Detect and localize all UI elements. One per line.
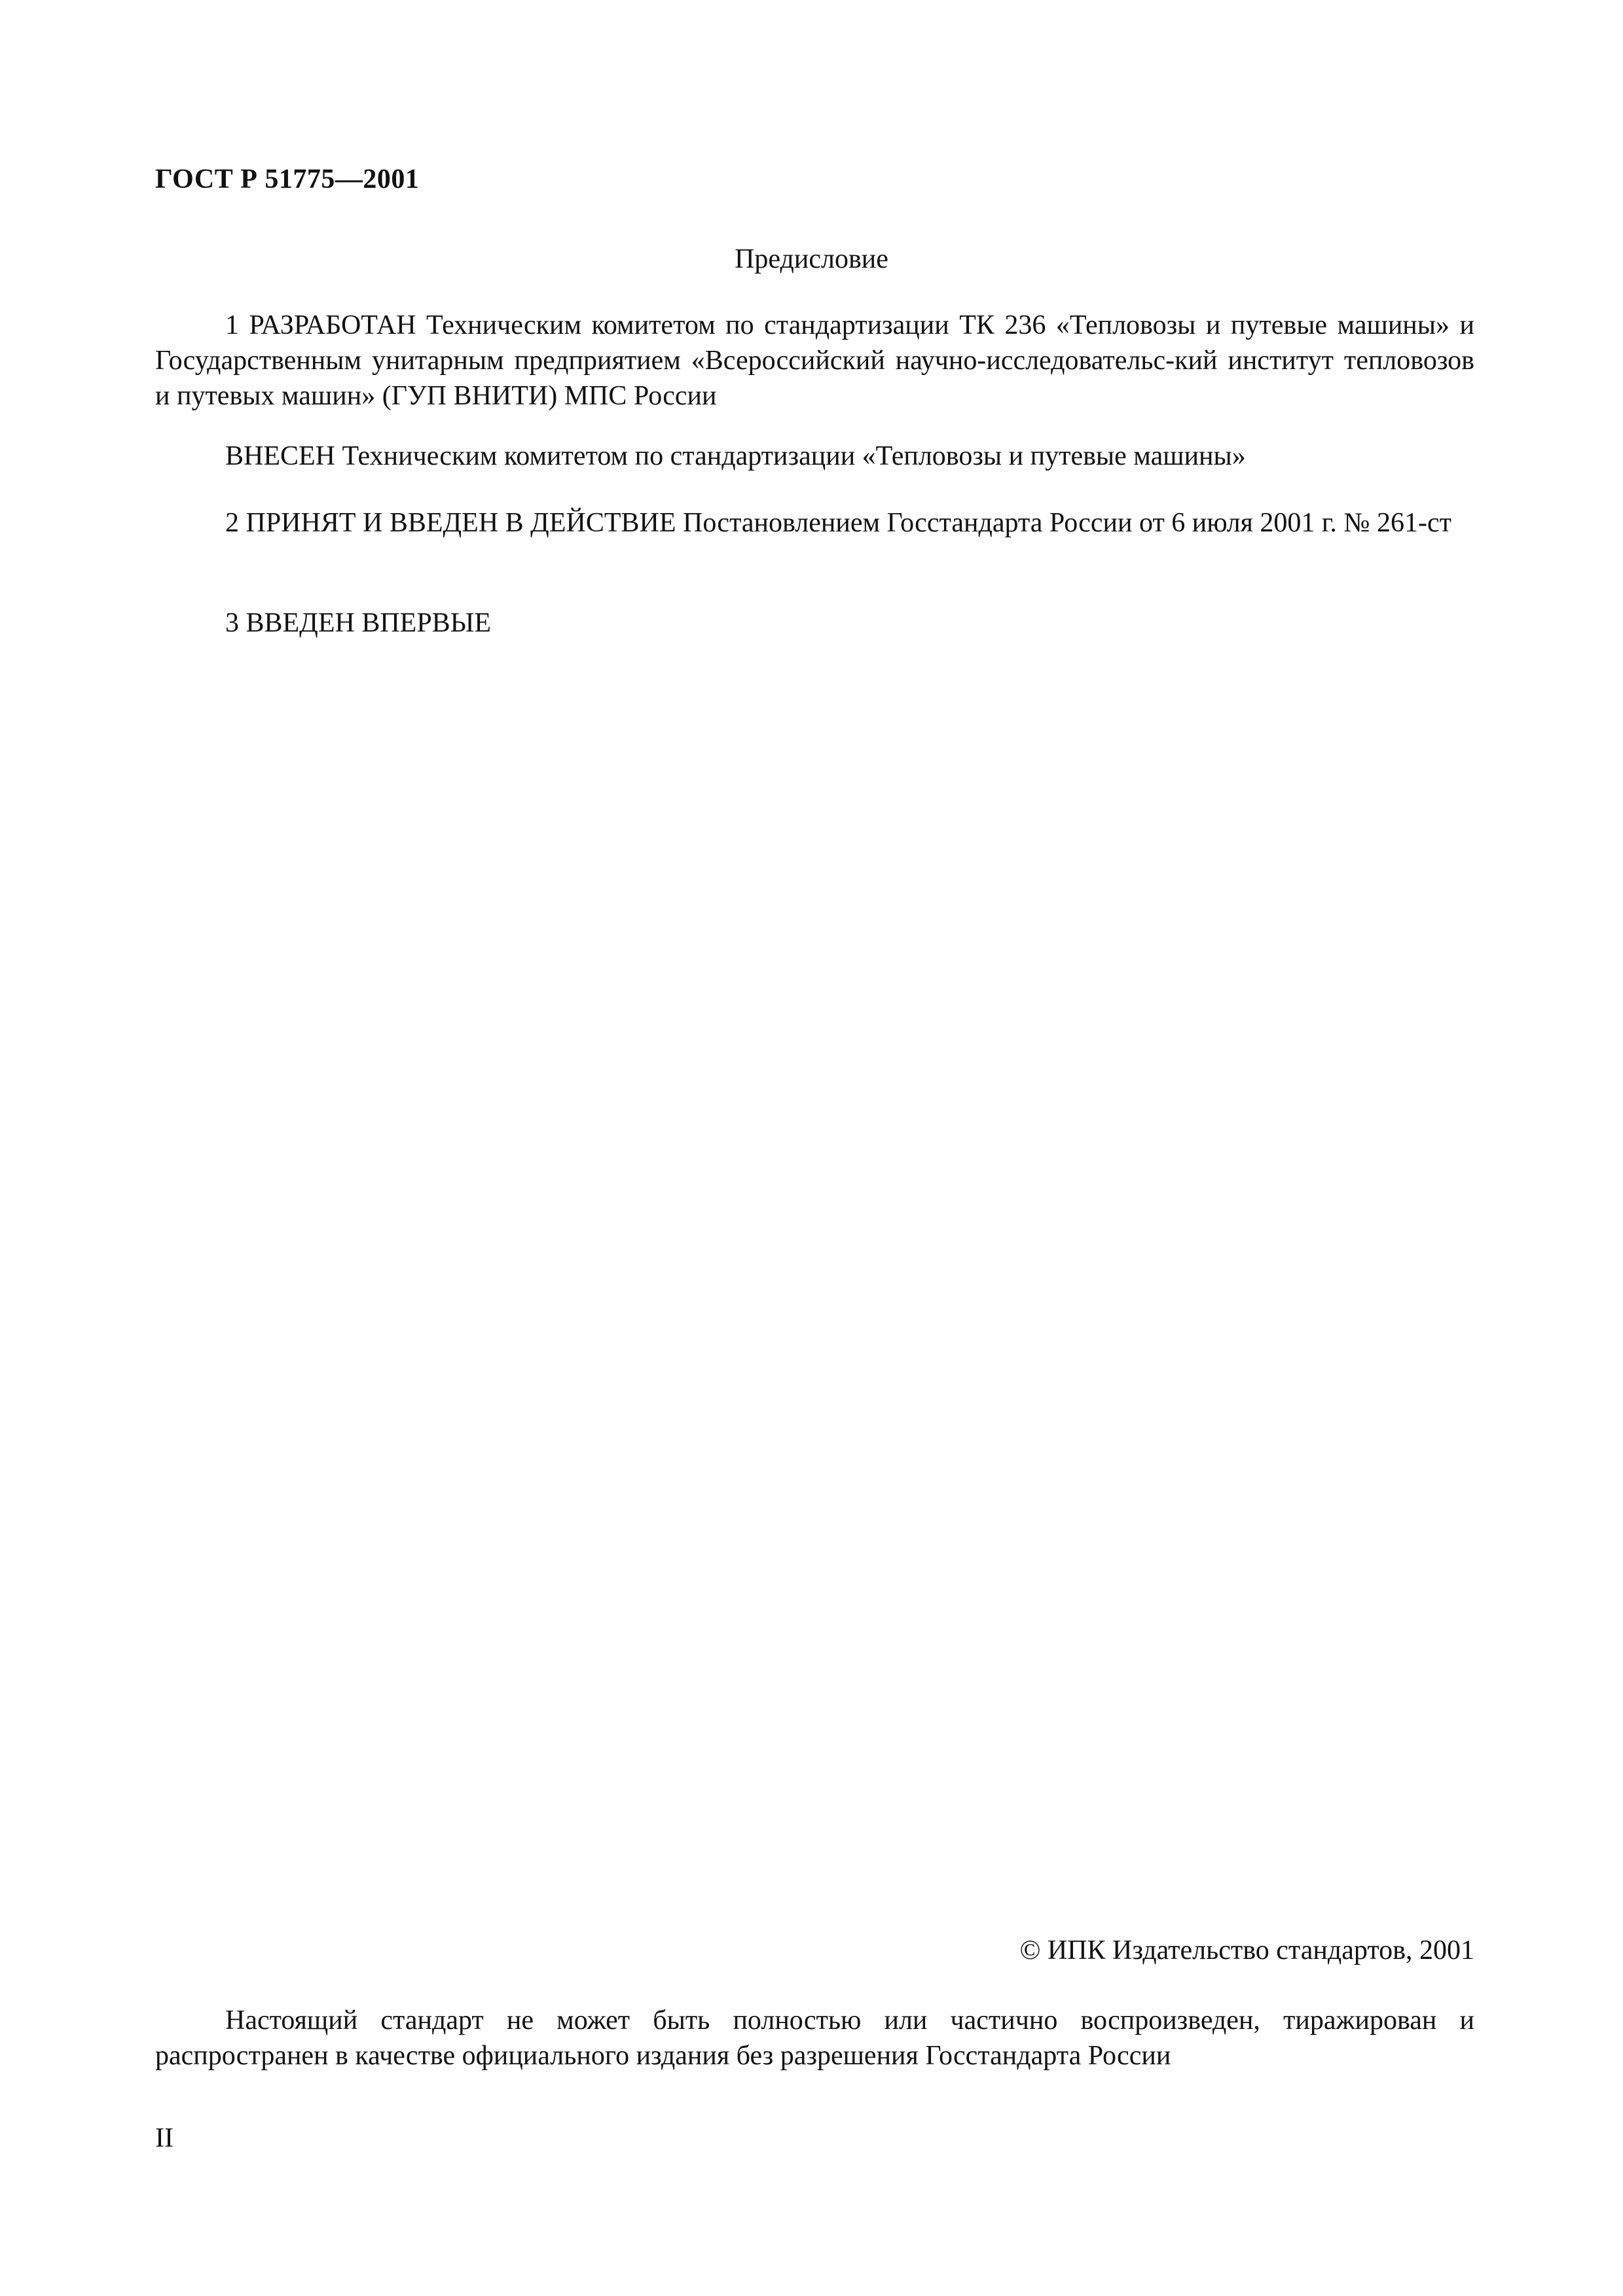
- foreword-paragraph-adopted: 2 ПРИНЯТ И ВВЕДЕН В ДЕЙСТВИЕ Постановлением Госстандарта России от 6 июля 2001 г. № 261-ст: [225, 508, 1451, 538]
- foreword-paragraph-developed: 1 РАЗРАБОТАН Техническим комитетом по стандартизации ТК 236 «Тепловозы и путевые машины» и Государственным унитарным предприятием «Всероссийский научно-исследовательс-кий институт тепловозов и путевых машин» (ГУП ВНИТИ) МПС России: [155, 310, 1474, 411]
- standard-code: ГОСТ Р 51775—2001: [155, 164, 420, 194]
- copyright-icon: ©: [1019, 1935, 1041, 1965]
- foreword-paragraph-introduced: ВНЕСЕН Техническим комитетом по стандартизации «Тепловозы и путевые машины»: [225, 441, 1246, 471]
- foreword-title: Предисловие: [735, 244, 888, 274]
- copyright-text: ИПК Издательство стандартов, 2001: [1047, 1935, 1474, 1965]
- page-number: II: [155, 2123, 173, 2153]
- reproduction-notice: Настоящий стандарт не может быть полностью или частично воспроизведен, тиражирован и распространен в качестве официального издания без разрешения Госстандарта России: [155, 2005, 1474, 2071]
- copyright-line: [155, 1935, 1474, 1966]
- foreword-paragraph-first-introduced: 3 ВВЕДЕН ВПЕРВЫЕ: [225, 608, 491, 638]
